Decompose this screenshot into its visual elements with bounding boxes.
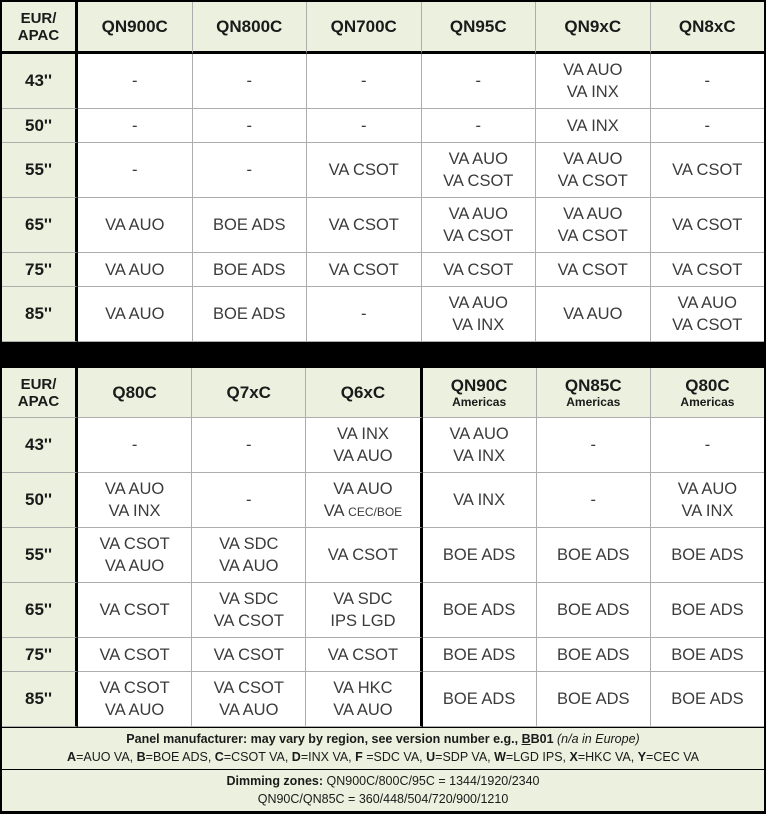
cell-line: VA CSOT — [557, 227, 628, 245]
column-header-label: Q6xC — [340, 382, 386, 402]
column-header-label: QN85C — [564, 376, 622, 395]
panel-cell — [651, 198, 765, 253]
panel-cell — [192, 672, 306, 727]
cell-line: BOE ADS — [557, 601, 630, 619]
cell-line: VA CSOT — [327, 645, 399, 664]
column-header-qn9xc — [536, 2, 651, 54]
cell-line: VA AUO — [104, 557, 165, 575]
table-row-85in — [2, 287, 764, 342]
panel-cell — [78, 672, 192, 727]
cell-line: BOE ADS — [671, 601, 744, 619]
cell-line: VA AUO — [448, 294, 508, 312]
cell-line: VA CSOT — [672, 161, 743, 179]
black-separator-band — [2, 342, 764, 368]
header-row — [2, 368, 764, 418]
panel-cell — [78, 143, 193, 198]
panel-cell — [307, 109, 422, 143]
size-label-text: 85'' — [25, 689, 52, 708]
cell-line: - — [246, 72, 252, 90]
cell-line: - — [132, 72, 138, 90]
column-header-sublabel: Americas — [452, 395, 507, 409]
table-eur-apac-neo-qled — [2, 2, 764, 342]
cell-line: BOE ADS — [213, 216, 286, 234]
panel-cell — [306, 638, 422, 672]
column-header-qn90c — [423, 368, 537, 418]
panel-cell — [78, 198, 193, 253]
table-row-65in — [2, 198, 764, 253]
cell-line: VA INX — [108, 502, 161, 520]
panel-cell — [537, 638, 651, 672]
table-row-85in — [2, 672, 764, 727]
table-row-43in — [2, 418, 764, 473]
panel-cell — [423, 473, 537, 528]
column-header-label: QN95C — [449, 16, 507, 36]
cell-line: VA AUO — [563, 305, 623, 323]
size-label — [2, 54, 78, 109]
cell-line: - — [475, 116, 481, 135]
cell-line: - — [704, 72, 710, 90]
panel-cell — [306, 583, 422, 638]
panel-cell — [651, 473, 764, 528]
header-row — [2, 2, 764, 54]
panel-cell — [78, 109, 193, 143]
cell-line: VA CSOT — [327, 546, 399, 564]
panel-cell — [193, 253, 308, 287]
panel-cell — [536, 54, 651, 109]
legend-value: =INX VA, — [300, 750, 356, 764]
cell-line: VA INX — [566, 116, 619, 135]
column-header-label: Q80C — [685, 376, 730, 395]
legend-key: W — [494, 750, 506, 764]
cell-line: VA SDC — [219, 590, 279, 608]
cell-line: VA AUO — [677, 294, 737, 312]
cell-line: VA INX — [566, 83, 619, 101]
cell-line: IPS LGD — [330, 612, 396, 630]
column-header-q80c — [651, 368, 764, 418]
cell-line: VA AUO — [448, 150, 508, 168]
cell-line: - — [131, 436, 138, 454]
size-label — [2, 638, 78, 672]
cell-line: VA AUO — [677, 480, 738, 498]
cell-line: - — [132, 161, 138, 179]
table-row-43in — [2, 54, 764, 109]
cell-line: BOE ADS — [557, 645, 630, 664]
panel-note-line — [6, 730, 760, 748]
cell-line: VA CSOT — [672, 260, 743, 279]
cell-line: - — [590, 436, 597, 454]
column-header-label: QN800C — [216, 16, 283, 36]
version-rest: B01 — [530, 732, 558, 746]
panel-cell — [307, 54, 422, 109]
size-label — [2, 418, 78, 473]
cell-line: BOE ADS — [671, 645, 744, 664]
legend-key: F — [355, 750, 363, 764]
legend-key: D — [291, 750, 301, 764]
cell-line: VA HKC — [333, 679, 393, 697]
panel-cell — [423, 583, 537, 638]
panel-cell — [306, 473, 422, 528]
cell-line: - — [246, 491, 252, 509]
column-header-qn95c — [422, 2, 537, 54]
size-label — [2, 253, 78, 287]
column-header-qn8xc — [651, 2, 765, 54]
size-label-text: 43'' — [25, 435, 52, 454]
panel-cell — [536, 143, 651, 198]
panel-cell — [78, 638, 192, 672]
panel-cell — [192, 638, 306, 672]
legend-value: =SDP VA, — [435, 750, 495, 764]
panel-cell — [422, 54, 537, 109]
column-header-qn85c — [537, 368, 651, 418]
column-header-qn800c — [193, 2, 308, 54]
cell-line: VA AUO — [333, 701, 393, 719]
panel-cell — [651, 528, 764, 583]
size-label-text: 75'' — [25, 644, 52, 664]
legend-key: A — [67, 750, 77, 764]
panel-cell — [306, 528, 422, 583]
cell-line: BOE ADS — [557, 690, 630, 708]
dimming-line-1 — [6, 772, 760, 790]
size-label-text: 75'' — [25, 259, 52, 279]
panel-cell — [193, 198, 308, 253]
panel-cell — [536, 253, 651, 287]
size-label — [2, 528, 78, 583]
table-row-55in — [2, 143, 764, 198]
table-row-65in — [2, 583, 764, 638]
size-label — [2, 473, 78, 528]
cell-line-main: VA — [323, 501, 349, 520]
cell-line: VA CSOT — [672, 216, 743, 234]
cell-line: VA INX — [681, 502, 734, 520]
cell-line: BOE ADS — [442, 546, 516, 564]
size-label-text: 65'' — [25, 215, 52, 234]
panel-cell — [306, 672, 422, 727]
column-header-qn700c — [307, 2, 422, 54]
cell-line: VA AUO — [563, 205, 623, 223]
column-header-sublabel: Americas — [566, 395, 621, 409]
panel-cell — [307, 198, 422, 253]
panel-cell — [422, 198, 537, 253]
panel-cell — [651, 418, 764, 473]
panel-cell — [651, 143, 765, 198]
cell-line: - — [475, 72, 481, 90]
panel-cell — [78, 253, 193, 287]
size-label — [2, 143, 78, 198]
cell-line: VA CSOT — [443, 260, 514, 279]
cell-line: VA INX — [453, 447, 506, 465]
table-row-55in — [2, 528, 764, 583]
legend-key: B — [136, 750, 146, 764]
panel-cell — [423, 672, 537, 727]
cell-line: BOE ADS — [442, 601, 516, 619]
panel-cell — [306, 418, 422, 473]
panel-cell — [651, 109, 765, 143]
cell-line: VA INX — [336, 425, 389, 443]
legend-value: =AUO VA, — [76, 750, 137, 764]
size-label-text: 65'' — [25, 600, 52, 619]
cell-line: VA CSOT — [557, 172, 628, 190]
cell-line: - — [704, 116, 710, 135]
column-header-qn900c — [78, 2, 193, 54]
size-label — [2, 109, 78, 143]
panel-cell — [78, 583, 192, 638]
legend-key: X — [569, 750, 578, 764]
cell-line: VA AUO — [105, 305, 165, 323]
cell-line-small: CEC/BOE — [348, 504, 403, 519]
legend-key: Y — [637, 750, 647, 764]
legend-value: =CEC VA — [646, 750, 699, 764]
dimming-line-2: QN90C/QN85C = 360/448/504/720/900/1210 — [257, 792, 509, 806]
cell-line: VA CSOT — [328, 161, 399, 179]
cell-line: VA CSOT — [213, 645, 284, 664]
corner-label-line: APAC — [17, 392, 60, 410]
cell-line: - — [361, 305, 367, 323]
legend-key: U — [426, 750, 436, 764]
panel-cell — [651, 672, 764, 727]
panel-cell — [423, 418, 537, 473]
size-label — [2, 672, 78, 727]
size-label-text: 85'' — [25, 304, 52, 323]
legend-value: =HKC VA, — [577, 750, 638, 764]
cell-line: VA AUO — [105, 216, 165, 234]
na-europe-note: (n/a in Europe) — [557, 732, 640, 746]
panel-cell — [192, 528, 306, 583]
cell-line: VA AUO — [448, 205, 508, 223]
cell-line: VA INX — [453, 491, 506, 509]
panel-cell — [536, 198, 651, 253]
panel-cell — [423, 528, 537, 583]
corner-header-eur-apac — [2, 2, 78, 54]
cell-line: VA CSOT — [557, 260, 628, 279]
column-header-label: QN900C — [101, 16, 168, 36]
panel-manufacturer-note — [2, 727, 764, 769]
column-header-label: QN700C — [330, 16, 397, 36]
panel-cell — [422, 143, 537, 198]
cell-line: VA AUO — [563, 150, 623, 168]
size-label — [2, 583, 78, 638]
panel-cell — [537, 583, 651, 638]
column-header-label: QN9xC — [564, 16, 622, 36]
dimming-values-1: QN900C/800C/95C = 1344/1920/2340 — [323, 774, 540, 788]
legend-value: =LGD IPS, — [505, 750, 570, 764]
cell-line: BOE ADS — [213, 260, 286, 279]
panel-cell — [423, 638, 537, 672]
size-label-text: 55'' — [25, 545, 52, 564]
cell-line: - — [361, 116, 367, 135]
cell-line: - — [590, 491, 597, 509]
column-header-label: QN90C — [450, 376, 508, 395]
column-header-label: Q7xC — [226, 382, 271, 402]
cell-line: VA AUO — [105, 260, 165, 279]
cell-line: VA AUO — [333, 479, 393, 498]
panel-cell — [78, 287, 193, 342]
column-header-q80c — [78, 368, 192, 418]
size-label-text: 50'' — [25, 115, 52, 135]
cell-line: VA AUO — [449, 425, 509, 443]
panel-cell — [537, 473, 651, 528]
panel-cell — [193, 287, 308, 342]
panel-cell — [78, 473, 192, 528]
cell-line: - — [246, 161, 252, 179]
cell-line: VA AUO — [219, 701, 279, 719]
panel-cell — [193, 143, 308, 198]
cell-line: VA SDC — [333, 590, 393, 608]
panel-cell — [536, 109, 651, 143]
panel-cell — [537, 418, 651, 473]
panel-cell — [537, 672, 651, 727]
table-row-75in — [2, 253, 764, 287]
panel-cell — [78, 418, 192, 473]
cell-line: VA AUO — [104, 701, 165, 719]
legend-key: C — [214, 750, 224, 764]
cell-line: - — [132, 116, 138, 135]
panel-cell — [307, 253, 422, 287]
table-row-50in — [2, 109, 764, 143]
size-label-text: 50'' — [25, 490, 52, 509]
cell-line: BOE ADS — [557, 546, 630, 564]
version-underlined-letter: B — [521, 732, 531, 746]
size-label-text: 55'' — [25, 160, 52, 179]
size-label — [2, 198, 78, 253]
size-label-text: 43'' — [25, 71, 52, 90]
cell-line: VA AUO — [333, 447, 393, 465]
cell-line: VA CSOT — [328, 260, 399, 279]
cell-line: VA CSOT — [213, 612, 284, 630]
corner-header-eur-apac — [2, 368, 78, 418]
panel-cell — [192, 418, 306, 473]
cell-line: VA SDC — [219, 535, 279, 553]
cell-line: VA CSOT — [99, 601, 170, 619]
column-header-label: Q80C — [112, 382, 157, 402]
cell-line: - — [246, 436, 252, 454]
panel-cell — [422, 253, 537, 287]
cell-line: VA CSOT — [99, 679, 170, 697]
cell-line: VA CSOT — [672, 316, 743, 334]
cell-line: - — [361, 72, 367, 90]
cell-line: VA CSOT — [99, 645, 170, 664]
table-row-50in — [2, 473, 764, 528]
cell-line: BOE ADS — [442, 645, 516, 664]
legend-value: =SDC VA, — [362, 750, 427, 764]
cell-line: BOE ADS — [671, 690, 744, 708]
panel-cell — [78, 54, 193, 109]
panel-cell — [307, 287, 422, 342]
panel-cell — [307, 143, 422, 198]
panel-cell — [536, 287, 651, 342]
legend-value: =CSOT VA, — [223, 750, 292, 764]
cell-line: - — [246, 116, 252, 135]
dimming-zones-note — [2, 769, 764, 811]
panel-cell — [422, 287, 537, 342]
table-qled-and-americas — [2, 368, 764, 727]
panel-cell — [192, 583, 306, 638]
cell-line: VA CSOT — [443, 227, 514, 245]
panel-cell — [537, 528, 651, 583]
panel-cell — [651, 287, 765, 342]
panel-cell — [193, 109, 308, 143]
cell-line: BOE ADS — [213, 305, 286, 323]
column-header-label: QN8xC — [678, 16, 736, 36]
cell-line: VA CSOT — [213, 679, 284, 697]
cell-line: VA CSOT — [443, 172, 514, 190]
column-header-q6xc — [306, 368, 422, 418]
corner-label-line: EUR/ — [20, 375, 57, 393]
table-row-75in — [2, 638, 764, 672]
cell-line: BOE ADS — [442, 690, 516, 708]
cell-line: BOE ADS — [671, 546, 744, 564]
cell-line: VA CSOT — [99, 535, 170, 553]
panel-cell — [78, 528, 192, 583]
legend-value: =BOE ADS, — [145, 750, 215, 764]
panel-cell — [651, 638, 764, 672]
panel-cell — [422, 109, 537, 143]
size-label — [2, 287, 78, 342]
cell-line: VA INX — [452, 316, 505, 334]
cell-line: VA AUO — [104, 480, 165, 498]
corner-label-line: EUR/ — [20, 9, 57, 27]
corner-label-line: APAC — [17, 26, 60, 44]
panel-cell — [192, 473, 306, 528]
panel-cell — [651, 54, 765, 109]
column-header-sublabel: Americas — [680, 395, 735, 409]
cell-line: - — [704, 436, 711, 454]
panel-cell — [651, 583, 764, 638]
cell-line: VA CSOT — [328, 216, 399, 234]
dimming-label: Dimming zones: — [226, 774, 324, 788]
panel-note-bold-text: Panel manufacturer: may vary by region, see version number e.g., — [126, 732, 522, 746]
cell-line: VA AUO — [219, 557, 279, 575]
cell-line — [324, 500, 402, 523]
panel-cell — [651, 253, 765, 287]
panel-cell — [193, 54, 308, 109]
panel-code-legend — [6, 748, 760, 766]
cell-line: VA AUO — [563, 61, 623, 79]
column-header-q7xc — [192, 368, 306, 418]
